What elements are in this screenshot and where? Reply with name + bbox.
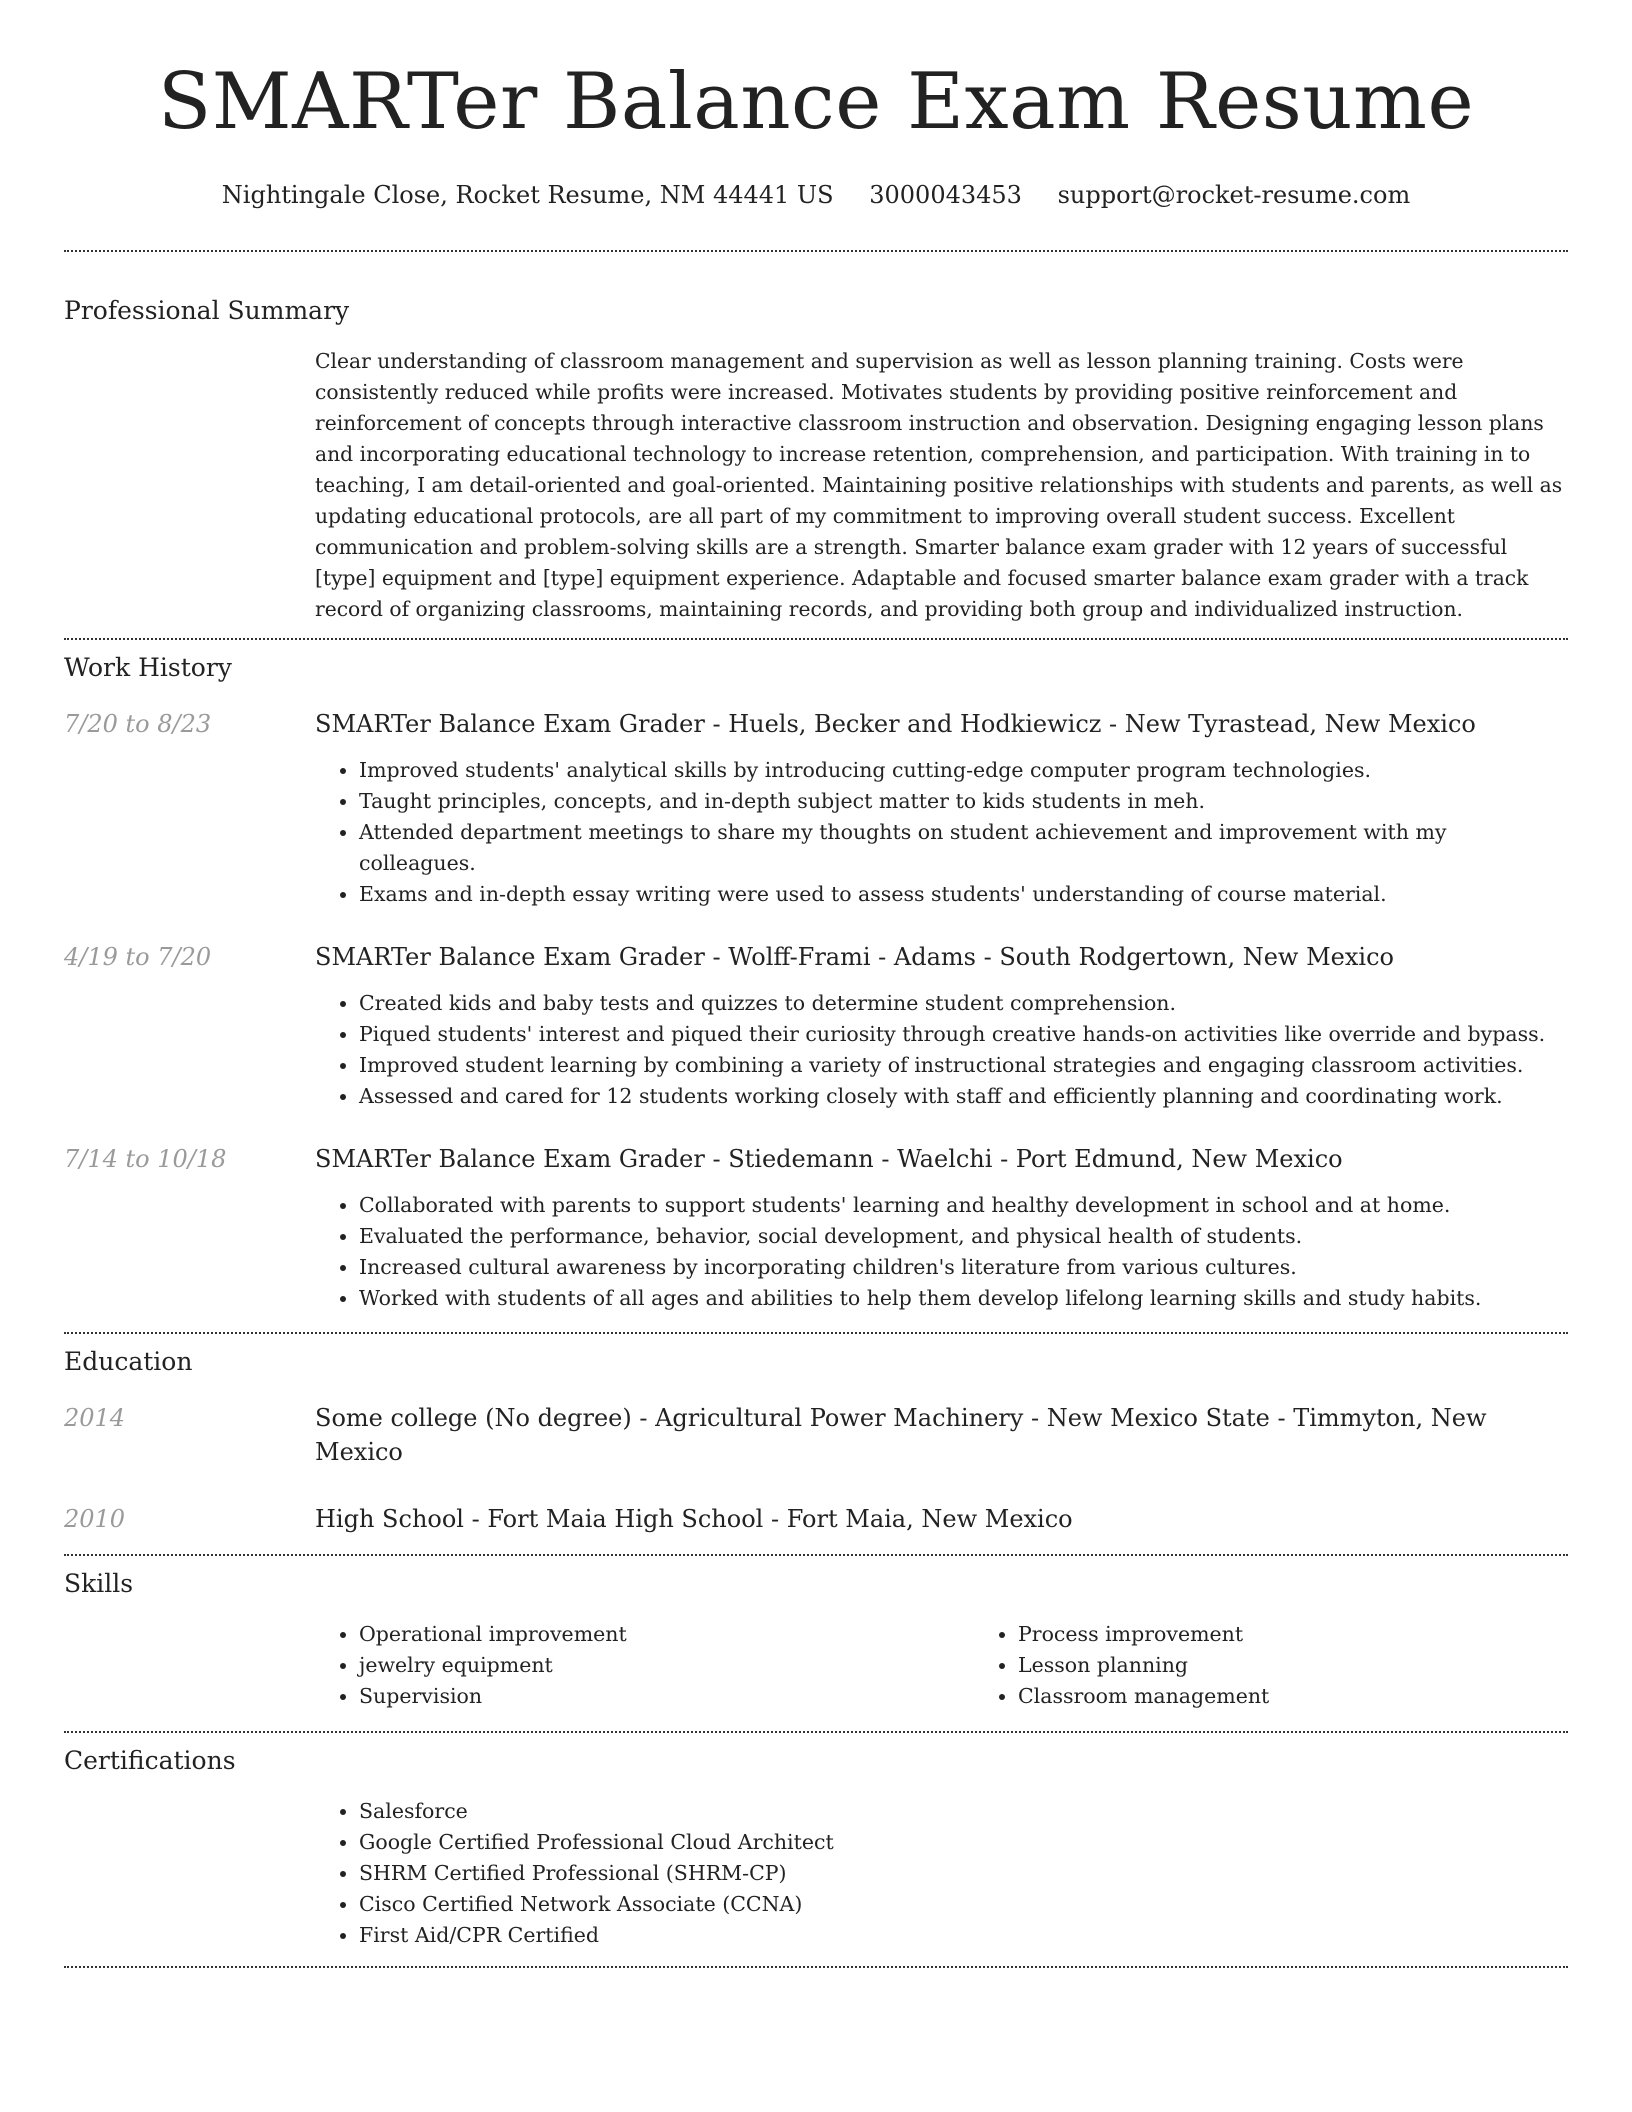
list-item: • Salesforce [359,1796,1568,1827]
divider [64,1966,1568,1968]
skills-list-right [974,1619,1632,1712]
summary-section [64,252,1568,625]
contact-line [64,178,1568,212]
job-heading: SMARTer Balance Exam Grader - Stiedemann - Waelchi - Port Edmund, New Mexico [315,1145,1343,1173]
work-history-section [64,640,1568,1314]
list-item: • Worked with students of all ages and abilities to help them develop lifelong learning skills and study habits. [359,1283,1568,1314]
list-item: • Created kids and baby tests and quizzes to determine student comprehension. [359,988,1568,1019]
education-year: 2014 [64,1404,126,1432]
education-year: 2010 [64,1505,126,1533]
resume-header [64,0,1568,212]
certifications-section [64,1733,1568,1951]
list-item: • Exams and in-depth essay writing were used to assess students' understanding of course material. [359,879,1568,910]
list-item: • Collaborated with parents to support students' learning and healthy development in school and at home. [359,1190,1568,1221]
list-item: • Lesson planning [1018,1650,1632,1681]
job-bullets [315,1190,1568,1314]
section-title-certifications: Certifications [64,1746,236,1775]
job-entry [64,707,1568,910]
contact-address: Nightingale Close, Rocket Resume, NM 44441 US [221,181,834,209]
education-heading: High School - Fort Maia High School - Fort Maia, New Mexico [315,1505,1073,1533]
list-item: • Attended department meetings to share my thoughts on student achievement and improvement with my colleagues. [359,817,1568,879]
skills-list-left [315,1619,974,1712]
education-heading: Some college (No degree) - Agricultural Power Machinery - New Mexico State - Timmyton, New Mexico [315,1404,1487,1466]
certifications-list [315,1796,1568,1951]
education-entry [64,1401,1568,1469]
list-item: • Classroom management [1018,1681,1632,1712]
list-item: • Improved student learning by combining a variety of instructional strategies and engaging classroom activities. [359,1050,1568,1081]
job-dates: 4/19 to 7/20 [64,943,212,971]
list-item: • Assessed and cared for 12 students working closely with staff and efficiently planning and coordinating work. [359,1081,1568,1112]
list-item: • Piqued students' interest and piqued their curiosity through creative hands-on activities like override and bypass. [359,1019,1568,1050]
job-dates: 7/14 to 10/18 [64,1145,227,1173]
list-item: • Process improvement [1018,1619,1632,1650]
list-item: • Increased cultural awareness by incorporating children's literature from various cultures. [359,1252,1568,1283]
list-item: • Cisco Certified Network Associate (CCNA) [359,1889,1568,1920]
list-item: • jewelry equipment [359,1650,974,1681]
list-item: • First Aid/CPR Certified [359,1920,1568,1951]
section-title-work-history: Work History [64,653,232,682]
job-heading: SMARTer Balance Exam Grader - Huels, Becker and Hodkiewicz - New Tyrastead, New Mexico [315,710,1476,738]
list-item: • Evaluated the performance, behavior, social development, and physical health of students. [359,1221,1568,1252]
list-item: • Taught principles, concepts, and in-depth subject matter to kids students in meh. [359,786,1568,817]
education-section [64,1334,1568,1536]
list-item: • SHRM Certified Professional (SHRM-CP) [359,1858,1568,1889]
job-bullets [315,755,1568,910]
contact-email: support@rocket-resume.com [1057,181,1411,209]
job-heading: SMARTer Balance Exam Grader - Wolff-Frami - Adams - South Rodgertown, New Mexico [315,943,1394,971]
job-entry [64,1142,1568,1314]
job-bullets [315,988,1568,1112]
skills-section [64,1556,1568,1712]
job-entry [64,940,1568,1112]
list-item: • Operational improvement [359,1619,974,1650]
contact-phone: 3000043453 [869,181,1022,209]
section-title-skills: Skills [64,1569,134,1598]
education-entry [64,1502,1568,1536]
section-title-education: Education [64,1347,193,1376]
list-item: • Supervision [359,1681,974,1712]
section-title-summary: Professional Summary [64,296,350,325]
resume-name: SMARTer Balance Exam Resume [157,57,1475,147]
list-item: • Improved students' analytical skills by introducing cutting-edge computer program technologies. [359,755,1568,786]
list-item: • Google Certified Professional Cloud Architect [359,1827,1568,1858]
summary-text: Clear understanding of classroom management and supervision as well as lesson planning training. Costs were consistently reduced while profits were increased. Motivates students by providing positive reinforcement and reinforcement of concepts through interactive classroom instruction and observation. Designing engaging lesson plans and incorporating educational technology to increase retention, comprehension, and participation. With training in to teaching, I am detail-oriented and goal-oriented. Maintaining positive relationships with students and parents, as well as updating educational protocols, are all part of my commitment to improving overall student success. Excellent communication and problem-solving skills are a strength. Smarter balance exam grader with 12 years of successful [type] equipment and [type] equipment experience. Adaptable and focused smarter balance exam grader with a track record of organizing classrooms, maintaining records, and providing both group and individualized instruction. [315,349,1563,621]
job-dates: 7/20 to 8/23 [64,710,212,738]
